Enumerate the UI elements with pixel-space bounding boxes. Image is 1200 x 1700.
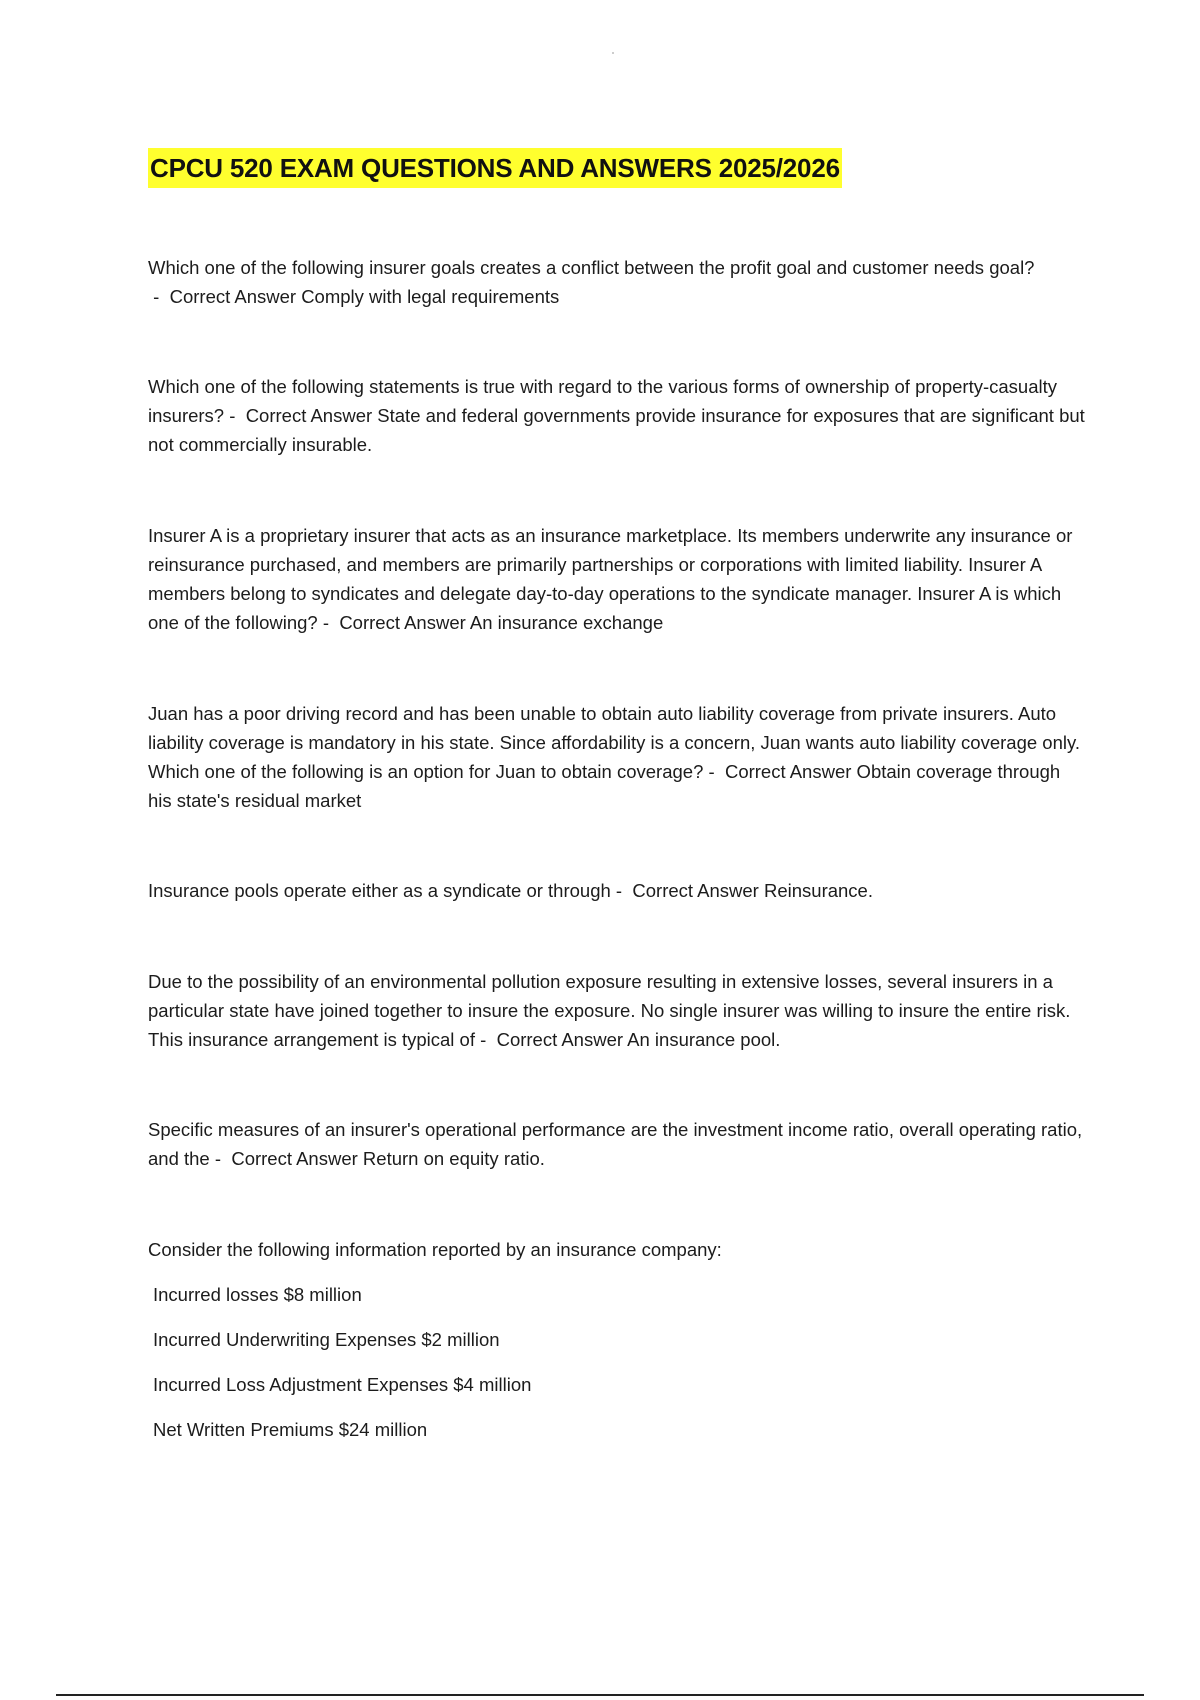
qa-separator: -: [317, 612, 340, 633]
document-title: CPCU 520 EXAM QUESTIONS AND ANSWERS 2025/2026: [148, 148, 842, 188]
answer-text: Correct Answer An insurance pool.: [496, 1029, 781, 1050]
info-item: Net Written Premiums $24 million: [153, 1419, 428, 1440]
qa-item: [148, 372, 1088, 459]
qa-item: [148, 967, 1088, 1054]
question-text: Which one of the following insurer goals creates a conflict between the profit goal and customer needs goal?: [148, 257, 1035, 278]
qa-separator: -: [209, 1148, 232, 1169]
question-text: Juan has a poor driving record and has been unable to obtain auto liability coverage from private insurers. Auto liability coverage is mandatory in his state. Since affordability is a concern, Juan wants auto liability coverage only. Which one of the following is an option for Juan to obtain coverage?: [148, 703, 1080, 782]
question-text: Insurance pools operate either as a syndicate or through: [148, 880, 611, 901]
qa-separator: -: [224, 405, 246, 426]
question-text: Which one of the following statements is true with regard to the various forms of ownership of property-casualty insurers?: [148, 376, 1057, 426]
qa-item: [148, 253, 1088, 311]
qa-item: [148, 699, 1088, 815]
info-item: Incurred losses $8 million: [153, 1284, 362, 1305]
answer-text: Correct Answer Obtain coverage through his state's residual market: [148, 761, 1061, 811]
info-item: Incurred Loss Adjustment Expenses $4 million: [153, 1374, 532, 1395]
qa-separator: -: [703, 761, 725, 782]
page-bottom-rule: [56, 1694, 1144, 1696]
answer-text: Correct Answer An insurance exchange: [339, 612, 664, 633]
answer-text: Correct Answer State and federal governments provide insurance for exposures that are significant but not commercially insurable.: [148, 405, 1085, 455]
answer-text: Correct Answer Reinsurance.: [632, 880, 873, 901]
qa-separator: -: [610, 880, 633, 901]
question-text: Specific measures of an insurer's operational performance are the investment income ratio, overall operating ratio, and the: [148, 1119, 1083, 1169]
qa-item: [148, 521, 1088, 637]
title-block: [148, 148, 842, 188]
qa-separator: -: [474, 1029, 497, 1050]
qa-item: [148, 1115, 1088, 1173]
answer-text: Correct Answer Return on equity ratio.: [231, 1148, 545, 1169]
top-dot-mark: [612, 52, 614, 54]
question-intro: Consider the following information reported by an insurance company:: [148, 1239, 722, 1260]
info-item: Incurred Underwriting Expenses $2 million: [153, 1329, 500, 1350]
qa-item: [148, 876, 1088, 905]
answer-text: Correct Answer Comply with legal requirements: [169, 286, 560, 307]
question-text: Due to the possibility of an environmental pollution exposure resulting in extensive losses, several insurers in a particular state have joined together to insure the exposure. No single insurer was willing to insure the entire risk. This insurance arrangement is typical of: [148, 971, 1071, 1050]
question-text: Insurer A is a proprietary insurer that acts as an insurance marketplace. Its members underwrite any insurance or reinsurance purchased, and members are primarily partnerships or corporations with limited liability. Insurer A members belong to syndicates and delegate day-to-day operations to the syndicate manager. Insurer A is which one of the following?: [148, 525, 1073, 633]
qa-separator: -: [148, 286, 170, 307]
